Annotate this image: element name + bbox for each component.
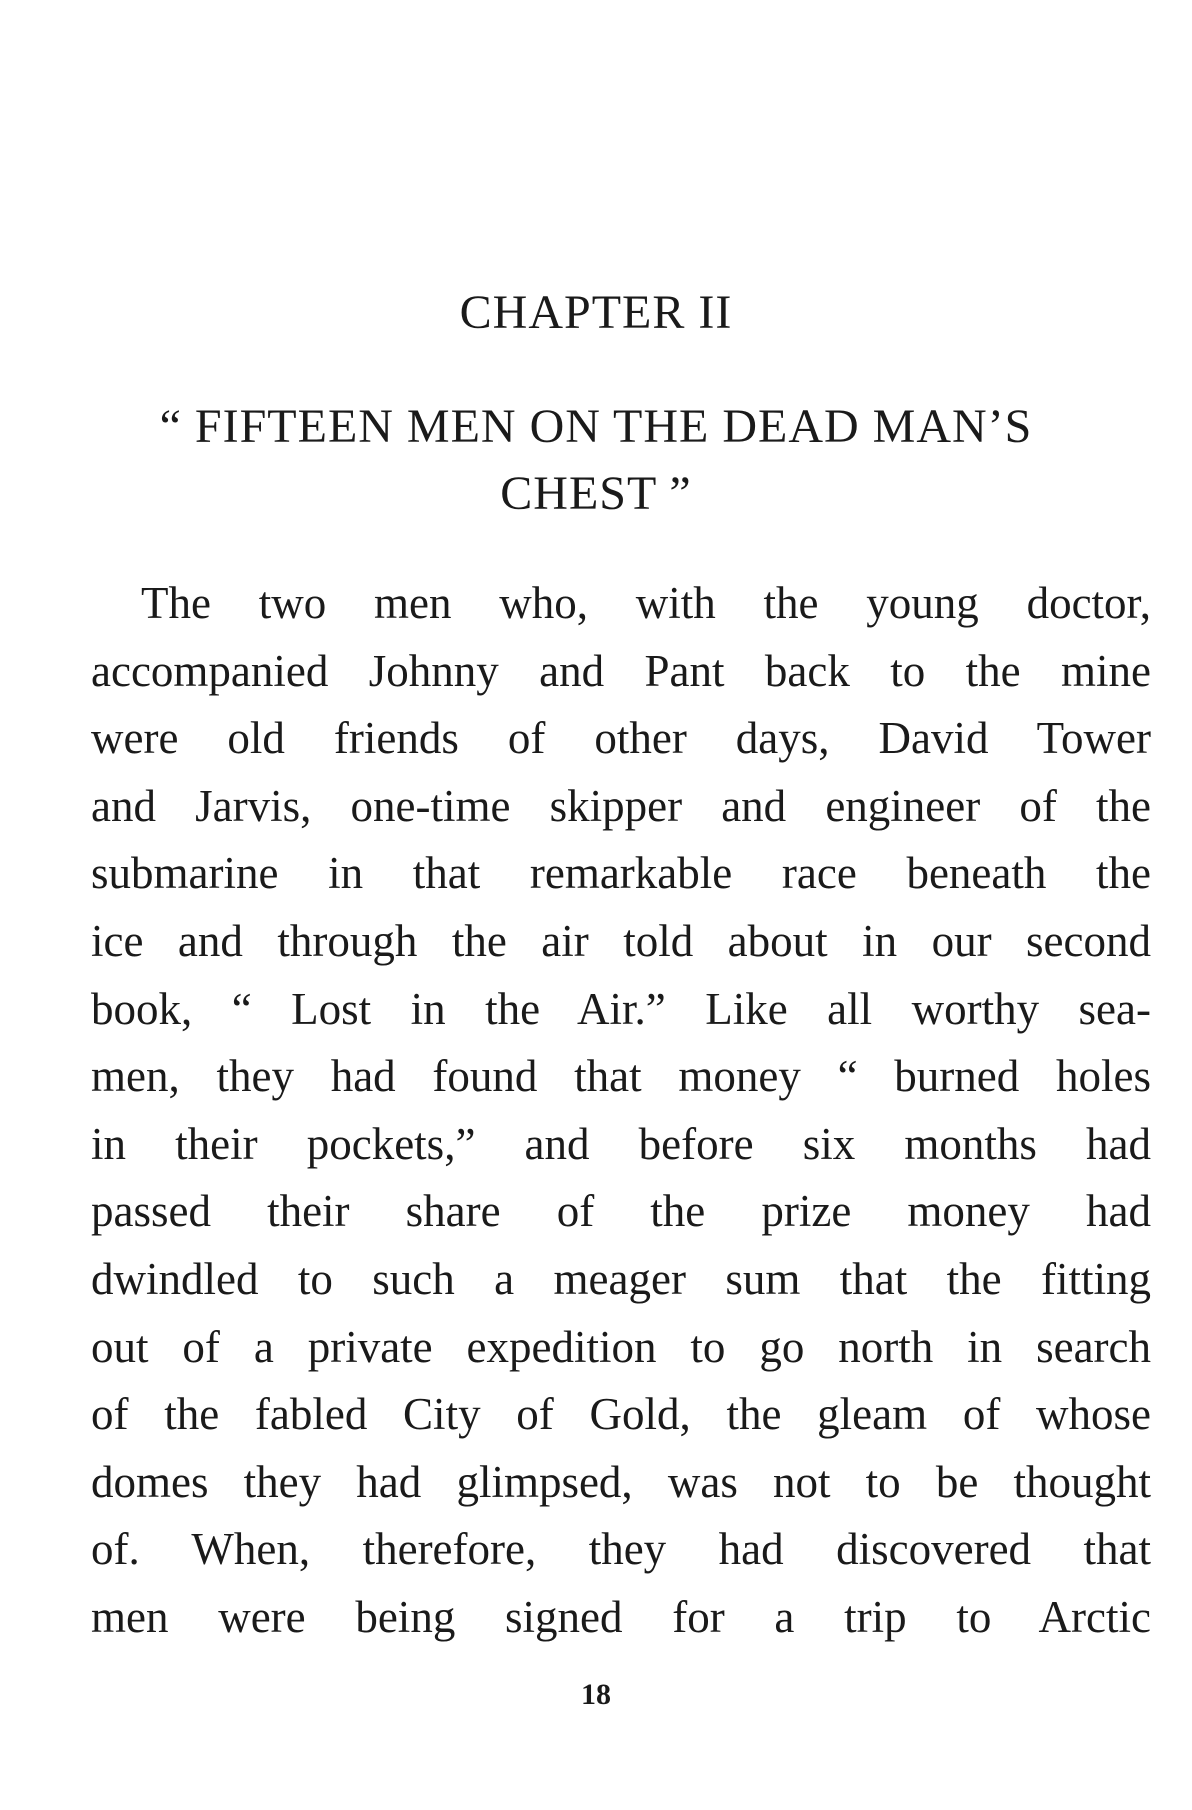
chapter-title-line: CHEST ” xyxy=(500,467,692,520)
chapter-title-line: “ FIFTEEN MEN ON THE DEAD MAN’S xyxy=(159,400,1033,453)
text-line: and Jarvis, one-time skipper and engineer of the xyxy=(91,780,1151,831)
text-line: The two men who, with the young doctor, xyxy=(141,578,1151,628)
text-line: men were being signed for a trip to Arctic xyxy=(91,1591,1151,1642)
text-line: of. When, therefore, they had discovered that xyxy=(91,1524,1151,1575)
chapter-title xyxy=(60,393,1132,527)
chapter-heading: CHAPTER II xyxy=(459,286,733,339)
text-line: men, they had found that money “ burned holes xyxy=(91,1051,1151,1102)
text-line: submarine in that remarkable race beneath the xyxy=(91,848,1151,899)
text-line: passed their share of the prize money had xyxy=(91,1186,1151,1237)
page-number: 18 xyxy=(581,1678,611,1711)
text-line: ice and through the air told about in our second xyxy=(91,915,1151,966)
body-paragraph xyxy=(91,570,1151,1652)
text-line: dwindled to such a meager sum that the fitting xyxy=(91,1253,1151,1304)
text-line: accompanied Johnny and Pant back to the mine xyxy=(91,645,1151,696)
text-line: of the fabled City of Gold, the gleam of whose xyxy=(91,1389,1151,1440)
text-line: domes they had glimpsed, was not to be thought xyxy=(91,1456,1151,1507)
text-line: in their pockets,” and before six months had xyxy=(91,1118,1151,1169)
text-line: were old friends of other days, David Tower xyxy=(91,713,1151,764)
text-line: out of a private expedition to go north in search xyxy=(91,1321,1151,1372)
text-line: book, “ Lost in the Air.” Like all worthy sea- xyxy=(91,983,1151,1034)
